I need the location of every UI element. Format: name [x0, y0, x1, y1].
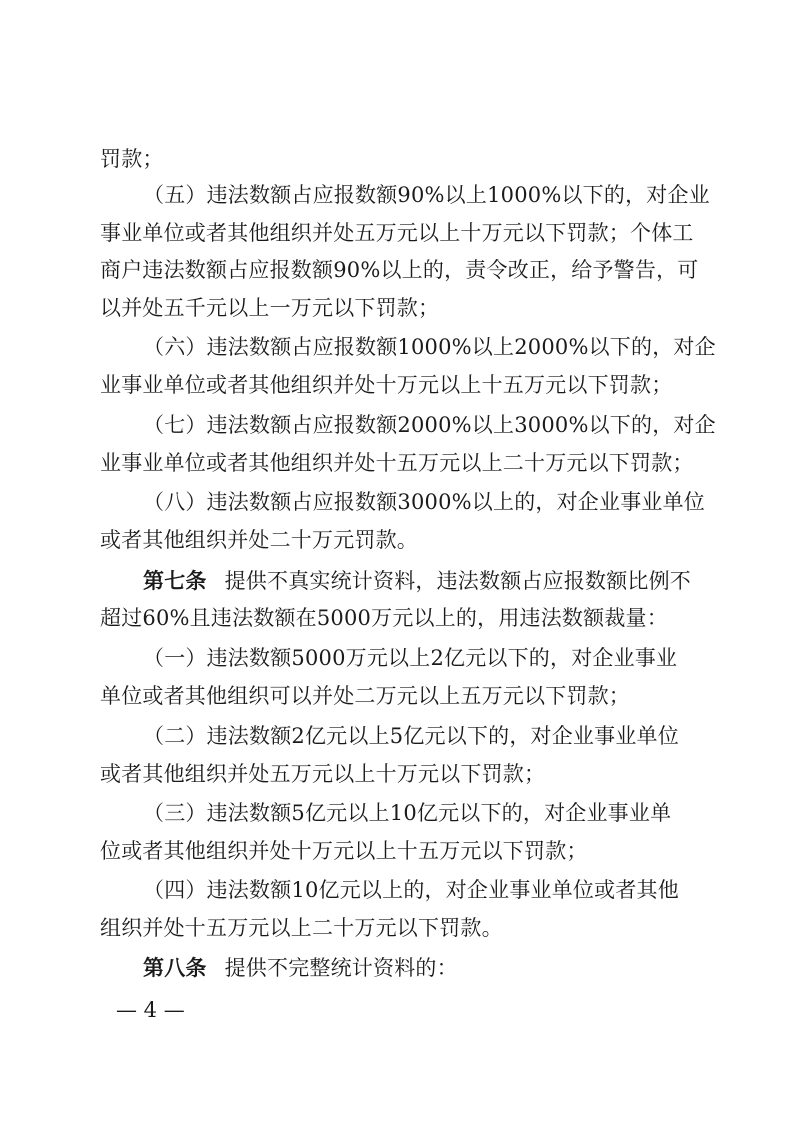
article-8-heading: 第八条 [143, 955, 207, 980]
article-7-heading: 第七条 [143, 568, 207, 593]
article-8-text: 提供不完整统计资料的： [224, 956, 458, 980]
page-number: — 4 — [116, 998, 185, 1022]
text-line: （四）违法数额10亿元以上的，对企业事业单位或者其他 [143, 878, 679, 902]
text-line: （二）违法数额2亿元以上5亿元以下的，对企业事业单位 [143, 724, 679, 748]
article-7-text: 提供不真实统计资料，违法数额占应报数额比例不 [224, 569, 692, 593]
text-line: （七）违法数额占应报数额2000%以上3000%以下的，对企 [143, 413, 716, 437]
article-8-line [143, 953, 458, 983]
text-line: （六）违法数额占应报数额1000%以上2000%以下的，对企 [143, 335, 716, 359]
text-line: 事业单位或者其他组织并处五万元以上十万元以下罚款；个体工 [100, 221, 694, 245]
text-line: （一）违法数额5000万元以上2亿元以下的，对企业事业 [143, 646, 678, 670]
text-line: 位或者其他组织并处十万元以上十五万元以下罚款； [100, 839, 588, 863]
text-line: 业事业单位或者其他组织并处十五万元以上二十万元以下罚款； [100, 451, 694, 475]
text-line: 或者其他组织并处二十万元罚款。 [100, 528, 418, 552]
article-7-line [143, 566, 691, 596]
text-line: （八）违法数额占应报数额3000%以上的，对企业事业单位 [143, 490, 705, 514]
text-line: 超过60%且违法数额在5000万元以上的，用违法数额裁量： [100, 606, 668, 630]
text-line: （五）违法数额占应报数额90%以上1000%以下的，对企业 [143, 183, 710, 207]
text-line: 罚款； [100, 147, 164, 171]
text-line: 组织并处十五万元以上二十万元以下罚款。 [100, 916, 503, 940]
text-line: 业事业单位或者其他组织并处十万元以上十五万元以下罚款； [100, 373, 673, 397]
text-line: （三）违法数额5亿元以上10亿元以下的，对企业事业单 [143, 801, 672, 825]
text-line: 以并处五千元以上一万元以下罚款； [100, 296, 440, 320]
text-line: 或者其他组织并处五万元以上十万元以下罚款； [100, 762, 546, 786]
text-line: 单位或者其他组织可以并处二万元以上五万元以下罚款； [100, 684, 630, 708]
text-line: 商户违法数额占应报数额90%以上的，责令改正，给予警告，可 [100, 258, 699, 282]
